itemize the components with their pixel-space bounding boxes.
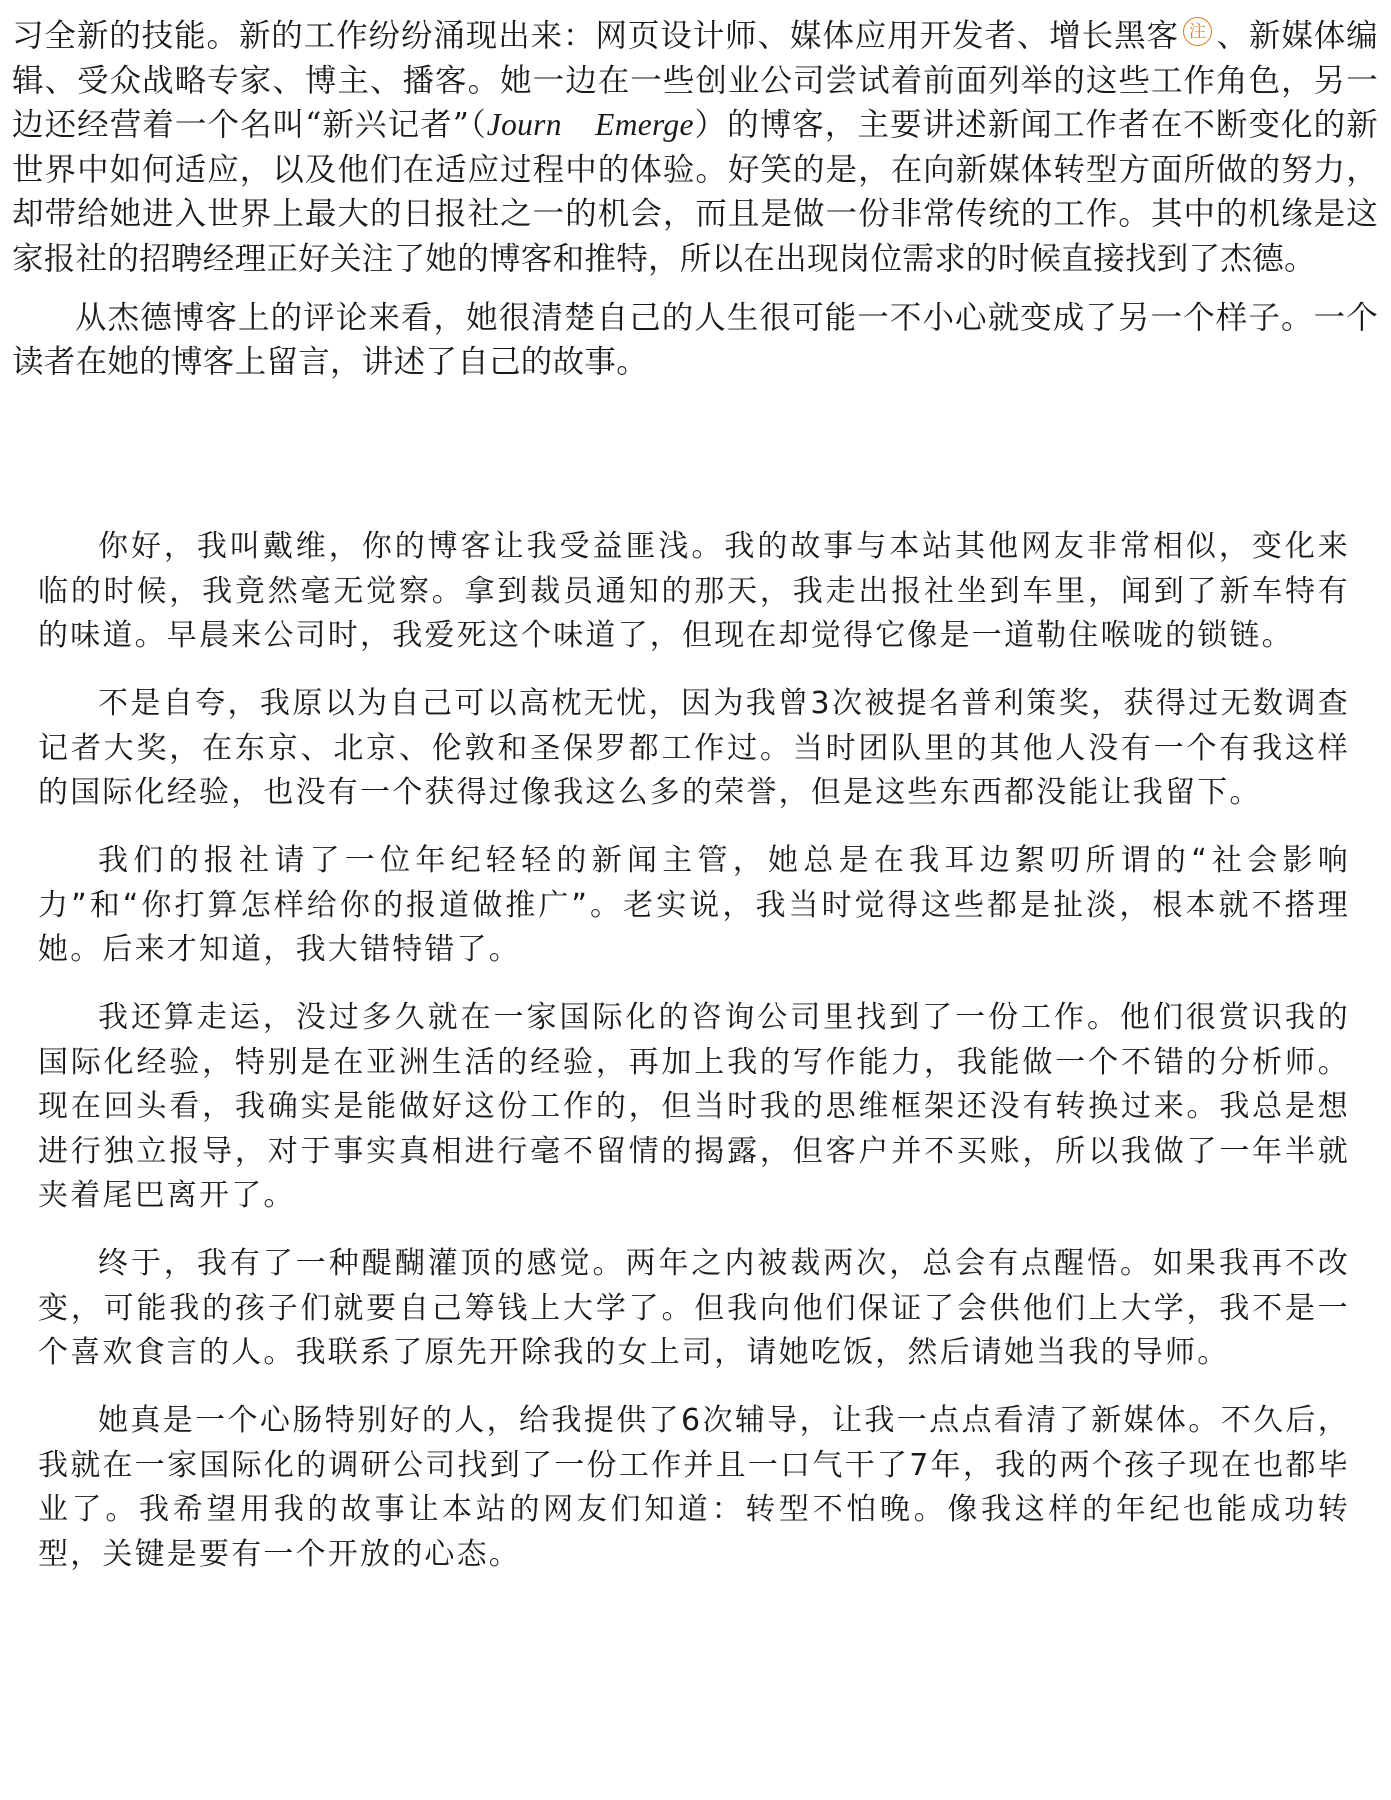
intro-paragraph-1: [12, 14, 1378, 282]
reader-letter: [38, 525, 1350, 1601]
letter-paragraph: 你好，我叫戴维，你的博客让我受益匪浅。我的故事与本站其他网友非常相似，变化来临的时候，我竟然毫无觉察。拿到裁员通知的那天，我走出报社坐到车里，闻到了新车特有的味道。早晨来公司时，我爱死这个味道了，但现在却觉得它像是一道勒住喉咙的锁链。: [38, 529, 1350, 653]
intro-paragraph-2: 从杰德博客上的评论来看，她很清楚自己的人生很可能一不小心就变成了另一个样子。一个读者在她的博客上留言，讲述了自己的故事。: [12, 299, 1378, 381]
letter-paragraph: 终于，我有了一种醍醐灌顶的感觉。两年之内被裁两次，总会有点醒悟。如果我再不改变，可能我的孩子们就要自己筹钱上大学了。但我向他们保证了会供他们上大学，我不是一个喜欢食言的人。我联系了原先开除我的女上司，请她吃饭，然后请她当我的导师。: [38, 1246, 1350, 1370]
letter-paragraph: 我们的报社请了一位年纪轻轻的新闻主管，她总是在我耳边絮叨所谓的“社会影响力”和“你打算怎样给你的报道做推广”。老实说，我当时觉得这些都是扯淡，根本就不搭理她。后来才知道，我大错特错了。: [38, 843, 1350, 967]
intro-section: [12, 14, 1378, 385]
letter-paragraph: 她真是一个心肠特别好的人，给我提供了6次辅导，让我一点点看清了新媒体。不久后，我就在一家国际化的调研公司找到了一份工作并且一口气干了7年，我的两个孩子现在也都毕业了。我希望用我的故事让本站的网友们知道：转型不怕晚。像我这样的年纪也能成功转型，关键是要有一个开放的心态。: [38, 1403, 1350, 1572]
blog-english-name: Journ Emerge: [486, 107, 694, 143]
letter-paragraph: 不是自夸，我原以为自己可以高枕无忧，因为我曾3次被提名普利策奖，获得过无数调查记者大奖，在东京、北京、伦敦和圣保罗都工作过。当时团队里的其他人没有一个有我这样的国际化经验，也没有一个获得过像我这么多的荣誉，但是这些东西都没能让我留下。: [38, 686, 1350, 810]
intro-text-continued: ）的博客，主要讲述新闻工作者在不断变化的新世界中如何适应，以及他们在适应过程中的体验。好笑的是，在向新媒体转型方面所做的努力，却带给她进入世界上最大的日报社之一的机会，而且是做一份非常传统的工作。其中的机缘是这家报社的招聘经理正好关注了她的博客和推特，所以在出现岗位需求的时候直接找到了杰德。: [12, 107, 1378, 277]
letter-paragraph: 我还算走运，没过多久就在一家国际化的咨询公司里找到了一份工作。他们很赏识我的国际化经验，特别是在亚洲生活的经验，再加上我的写作能力，我能做一个不错的分析师。现在回头看，我确实是能做好这份工作的，但当时我的思维框架还没有转换过来。我总是想进行独立报导，对于事实真相进行毫不留情的揭露，但客户并不买账，所以我做了一年半就夹着尾巴离开了。: [38, 1000, 1350, 1213]
intro-text-before-note: 习全新的技能。新的工作纷纷涌现出来：网页设计师、媒体应用开发者、增长黑客: [12, 18, 1179, 54]
intro-text-after-note: 、新媒体编辑、受众战略专家、博主、播客。她一边在一些创业公司尝试着前面列举的这些工作角色，另一边还经营着一个名叫“新兴记者”（: [12, 18, 1378, 144]
footnote-marker[interactable]: 注: [1183, 17, 1212, 46]
